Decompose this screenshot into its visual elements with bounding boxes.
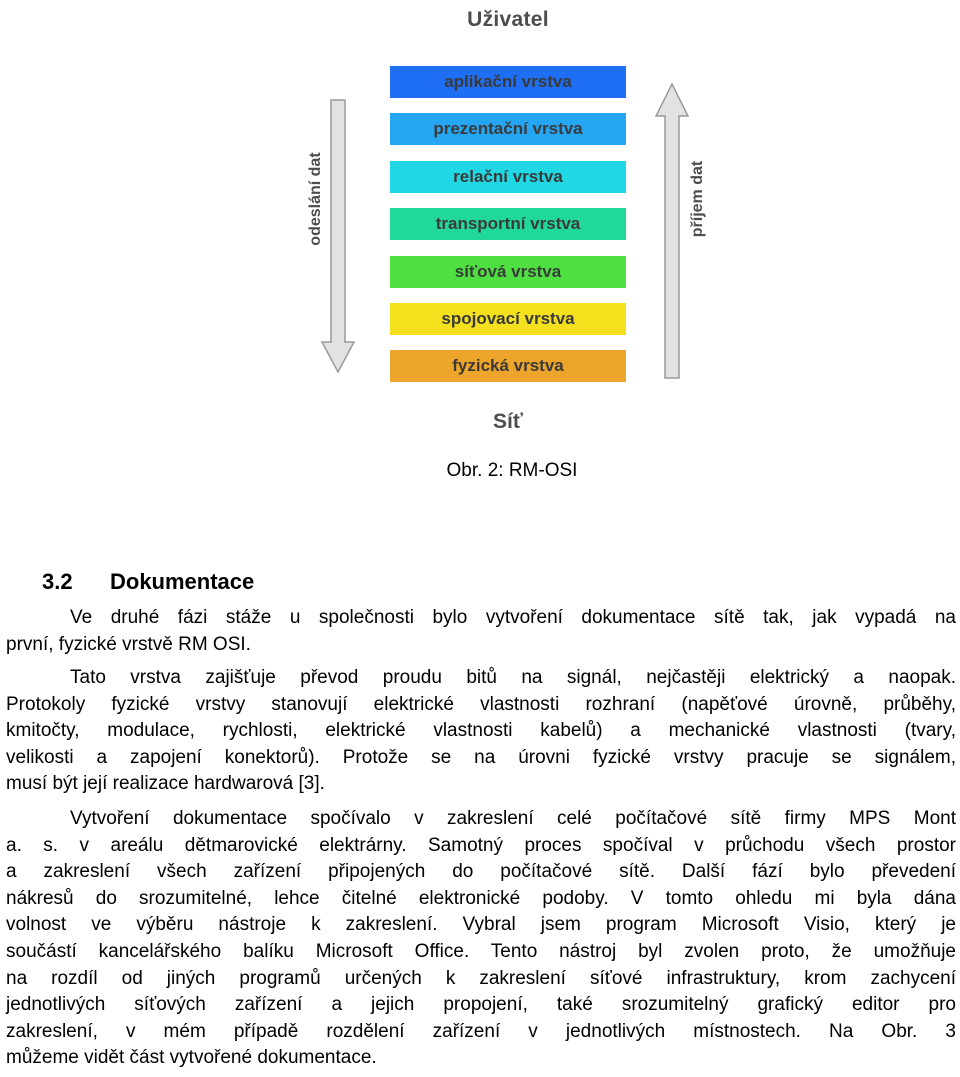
- up-arrow-icon: [656, 84, 688, 378]
- paragraph-line: volnost ve výběru nástroje k zakreslení. Vybral jsem program Microsoft Visio, který je: [6, 914, 956, 936]
- paragraph-line: nákresů do srozumitelné, lehce čitelné elektronické podoby. V tomto ohledu mi byla dána: [6, 887, 956, 909]
- paragraph-line: Ve druhé fázi stáže u společnosti bylo vytvoření dokumentace sítě tak, jak vypadá na: [70, 607, 956, 628]
- layer-transport: transportní vrstva: [390, 208, 626, 240]
- paragraph-line: na rozdíl od jiných programů určených k zakreslení síťové infrastruktury, krom zachycení: [6, 967, 956, 989]
- osi-figure: [0, 0, 960, 500]
- layer-network: síťová vrstva: [390, 256, 626, 288]
- paragraph-line: musí být její realizace hardwarová [3].: [6, 773, 325, 795]
- paragraph-line: zakreslení, v mém případě rozdělení zařízení v jednotlivých místnostech. Na Obr. 3: [6, 1020, 956, 1042]
- paragraph-line: velikosti a zapojení konektorů). Protože se na úrovni fyzické vrstvy pracuje se signálem,: [6, 746, 956, 768]
- layer-application: aplikační vrstva: [390, 66, 626, 98]
- layer-session: relační vrstva: [390, 161, 626, 193]
- left-arrow-label: odeslání dat: [307, 152, 324, 246]
- paragraph-line: součástí kancelářského balíku Microsoft Office. Tento nástroj byl zvolen proto, že umožňuje: [6, 940, 956, 962]
- right-arrow-label: příjem dat: [689, 160, 706, 238]
- paragraph-line: Protokoly fyzické vrstvy stanovují elektrické vlastnosti rozhraní (napěťové úrovně, průběhy,: [6, 693, 956, 715]
- paragraph-line: kmitočty, modulace, rychlosti, elektrické vlastnosti kabelů) a mechanické vlastnosti (tvary,: [6, 720, 956, 742]
- paragraph-line: první, fyzické vrstvě RM OSI.: [6, 633, 251, 655]
- paragraph-line: a zakreslení všech zařízení připojených do počítačové sítě. Další fází bylo převedení: [6, 861, 956, 883]
- section-title: Dokumentace: [110, 569, 255, 594]
- section-number: 3.2: [42, 569, 73, 594]
- section-heading: [42, 569, 254, 595]
- layer-presentation: prezentační vrstva: [390, 113, 626, 145]
- paragraph-3: [6, 806, 956, 1072]
- paragraph-1: [6, 605, 956, 658]
- paragraph-2: [6, 665, 956, 798]
- paragraph-line: a. s. v areálu dětmarovické elektrárny. Samotný proces spočíval v průchodu všech prostor: [6, 834, 956, 856]
- paragraph-line: Vytvoření dokumentace spočívalo v zakreslení celé počítačové sítě firmy MPS Mont: [70, 808, 956, 829]
- down-arrow-icon: [322, 100, 354, 372]
- top-label-user: Uživatel: [467, 8, 549, 31]
- paragraph-line: jednotlivých síťových zařízení a jejich propojení, také srozumitelný grafický editor pro: [6, 994, 956, 1016]
- figure-caption: Obr. 2: RM-OSI: [446, 460, 578, 481]
- paragraph-line: můžeme vidět část vytvořené dokumentace.: [6, 1047, 377, 1069]
- bottom-label-network: Síť: [493, 410, 523, 433]
- layer-physical: fyzická vrstva: [390, 350, 626, 382]
- paragraph-line: Tato vrstva zajišťuje převod proudu bitů na signál, nejčastěji elektrický a naopak.: [70, 667, 956, 688]
- layer-data-link: spojovací vrstva: [390, 303, 626, 335]
